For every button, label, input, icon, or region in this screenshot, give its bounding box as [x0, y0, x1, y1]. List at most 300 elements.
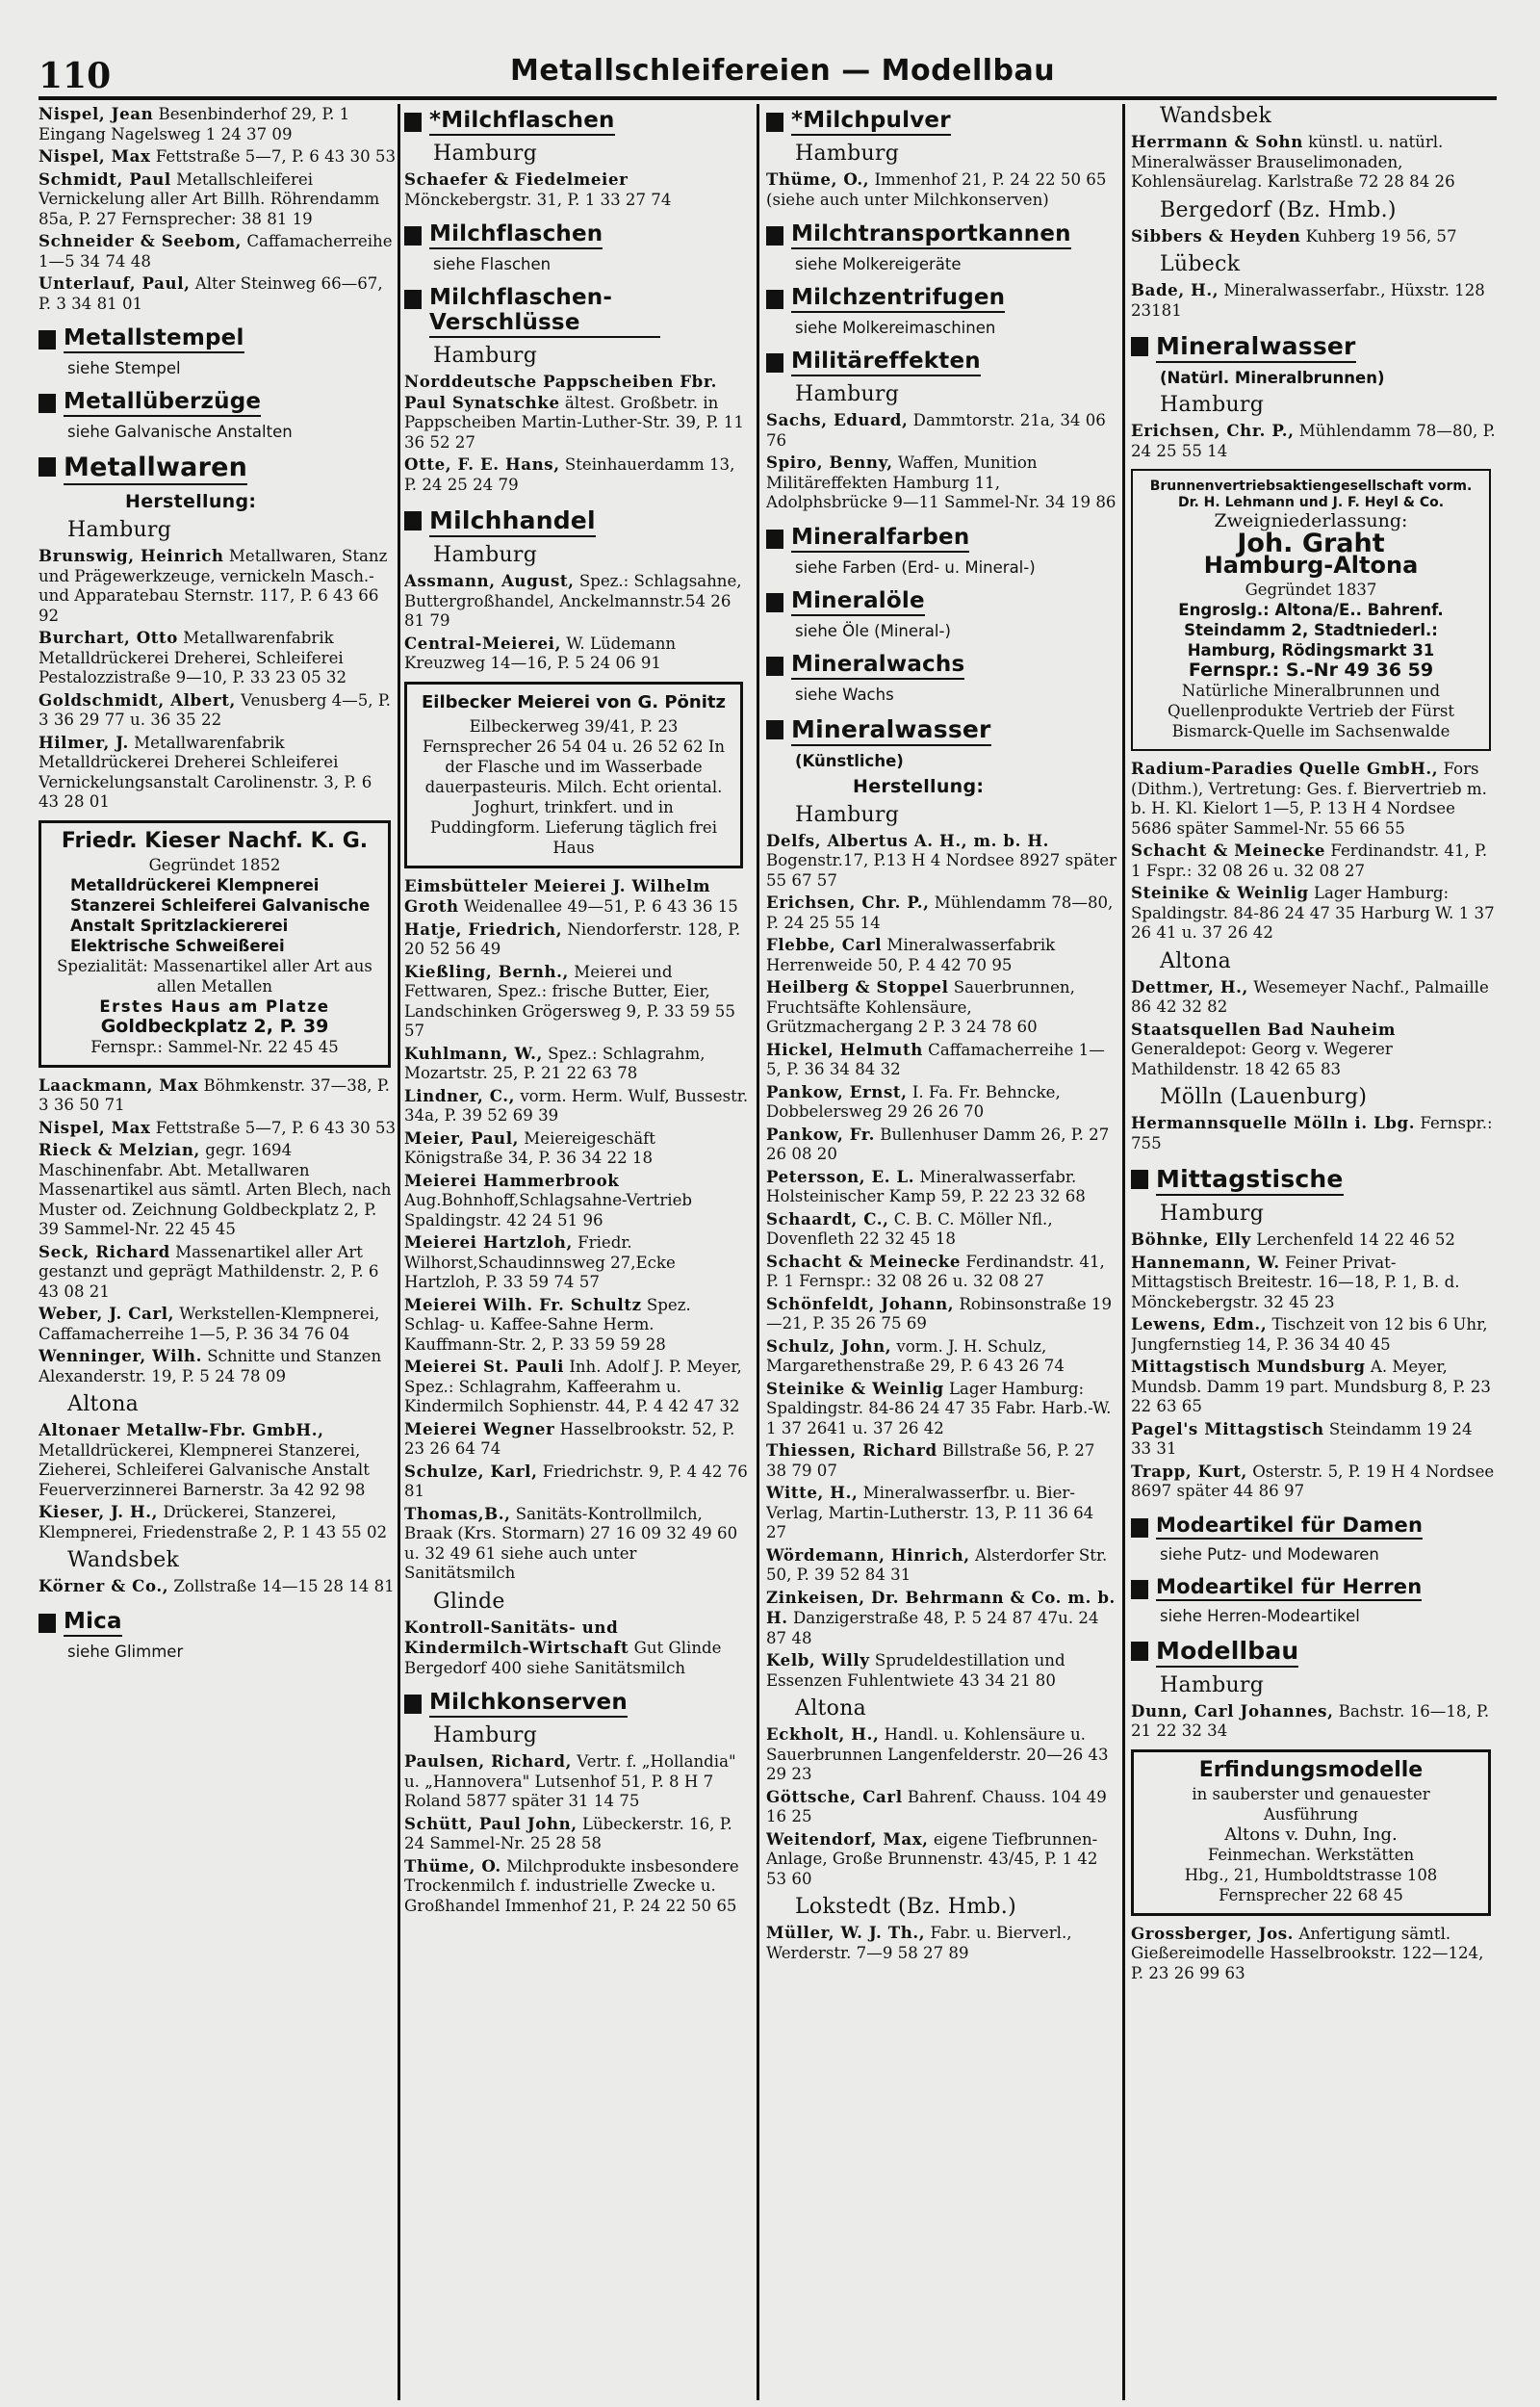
directory-entry — [38, 1304, 397, 1344]
cross-reference: siehe Flaschen — [433, 255, 552, 273]
directory-entry — [1131, 977, 1497, 1018]
entry-details: Mönckebergstr. 31, P. 1 33 27 74 — [404, 190, 672, 209]
advertisement-graht — [1131, 469, 1491, 751]
section-title: Metallwaren — [64, 453, 247, 485]
ad-specialty: Spezialität: Massenartikel aller Art aus allen Metallen — [57, 956, 372, 996]
directory-entry — [1131, 1924, 1497, 1984]
directory-entry — [766, 1040, 1118, 1080]
section-title: Milchtransportkannen — [791, 221, 1071, 249]
directory-entry — [766, 893, 1118, 933]
entry-details: Osterstr. 5, P. 19 H 4 Nordsee 8697 später 44 86 97 — [1131, 1462, 1495, 1500]
entry-details: Caffamacherreihe 1—5, P. 36 34 84 32 — [766, 1040, 1105, 1078]
ad-name: Altons v. Duhn, Ing. — [1224, 1824, 1398, 1845]
entry-name: Assmann, August, — [404, 571, 575, 590]
entry-name: Sachs, Eduard, — [766, 410, 909, 429]
entry-details: Drückerei, Stanzerei, Klempnerei, Friedenstraße 2, P. 1 43 55 02 — [38, 1503, 388, 1541]
entry-details: Venusberg 4—5, P. 3 36 29 77 u. 36 35 22 — [38, 690, 391, 729]
entry-name: Seck, Richard — [38, 1241, 170, 1261]
entry-name: Altonaer Metallw-Fbr. GmbH., — [38, 1420, 324, 1439]
cross-reference: siehe Stempel — [67, 359, 181, 377]
entry-name: Schneider & Seebom, — [38, 231, 243, 250]
directory-entry-list — [1131, 1113, 1497, 1153]
city-heading: Altona — [795, 1696, 867, 1721]
directory-entry — [1131, 1113, 1497, 1153]
entry-details: Lübeckerstr. 16, P. 24 Sammel-Nr. 25 28 58 — [404, 1814, 732, 1852]
entry-name: Eimsbütteler Meierei J. Wilhelm Groth — [404, 875, 711, 916]
directory-entry — [38, 733, 397, 813]
section-bullet-icon — [766, 720, 783, 739]
entry-details: Friedr. Wilhorst,Schaudinnsweg 27,Ecke Hartzloh, P. 33 59 74 57 — [404, 1233, 676, 1291]
section-bullet-icon — [766, 226, 783, 246]
section-bullet-icon — [1131, 1170, 1148, 1189]
directory-entry — [404, 634, 749, 674]
directory-entry — [404, 1232, 749, 1293]
section-milchflaschen-star — [404, 108, 749, 136]
entry-name: Pagel's Mittagstisch — [1131, 1418, 1324, 1438]
entry-name: Schacht & Meinecke — [766, 1251, 962, 1271]
directory-entry — [404, 372, 749, 453]
directory-entry — [38, 1346, 397, 1386]
section-bullet-icon — [404, 511, 422, 531]
directory-entry — [766, 1545, 1118, 1586]
entry-name: Dunn, Carl Johannes, — [1131, 1700, 1334, 1721]
section-metallstempel — [38, 325, 397, 353]
ad-founded: Gegründet 1852 — [148, 855, 281, 874]
cross-reference: siehe Molkereimaschinen — [795, 319, 996, 337]
directory-entry — [766, 1650, 1118, 1691]
directory-entry-list — [404, 1618, 749, 1679]
directory-entry — [404, 919, 749, 960]
city-heading: Glinde — [433, 1589, 505, 1614]
directory-entry — [1131, 1701, 1497, 1742]
city-heading: Hamburg — [795, 382, 900, 406]
column-3 — [766, 104, 1118, 2395]
ad-phone: Fernspr.: Sammel-Nr. 22 45 45 — [90, 1037, 339, 1056]
column-divider — [398, 104, 400, 2400]
directory-entry — [404, 1086, 749, 1126]
directory-entry — [404, 1856, 749, 1917]
directory-entry — [404, 1295, 749, 1356]
city-heading: Hamburg — [433, 543, 538, 567]
entry-details: Bahrenf. Chauss. 104 49 16 25 — [766, 1787, 1107, 1825]
entry-details: Spez.: Schlagrahm, Mozartstr. 25, P. 21 22 63 78 — [404, 1044, 706, 1082]
directory-entry — [404, 1357, 749, 1417]
directory-entry — [766, 453, 1118, 513]
section-metallueberzuege — [38, 389, 397, 417]
entry-details: Vertr. f. „Hollandia" u. „Hannovera" Lutsenhof 51, P. 8 H 7 Roland 5877 später 31 14 75 — [404, 1752, 736, 1810]
directory-entry — [1131, 132, 1497, 193]
entry-name: Unterlauf, Paul, — [38, 273, 191, 293]
directory-entry-list — [1131, 421, 1497, 461]
section-title: Mineralwasser — [791, 715, 991, 746]
entry-name: Meierei Hartzloh, — [404, 1232, 573, 1252]
entry-name: Herrmann & Sohn — [1131, 132, 1303, 151]
entry-name: Hilmer, J. — [38, 732, 129, 752]
entry-name: Wenninger, Wilh. — [38, 1346, 202, 1365]
entry-name: Hatje, Friedrich, — [404, 919, 563, 939]
entry-name: Meierei Hammerbrook — [404, 1170, 620, 1190]
entry-details: Mineralwasserfabr. Holsteinischer Kamp 59, P. 22 23 32 68 — [766, 1167, 1086, 1205]
entry-name: Dettmer, H., — [1131, 976, 1248, 996]
entry-name: Witte, H., — [766, 1483, 859, 1502]
entry-details: Metallwarenfabrik Metalldrückerei Dreherei, Schleiferei Pestalozzistraße 9—10, P. 33 23 05 32 — [38, 629, 347, 686]
directory-entry — [766, 1724, 1118, 1785]
directory-entry — [766, 831, 1118, 892]
entry-name: Delfs, Albertus A. H., m. b. H. — [766, 830, 1049, 850]
cross-reference: siehe Putz- und Modewaren — [1160, 1544, 1379, 1564]
directory-entry — [38, 146, 397, 168]
directory-entry — [38, 628, 397, 688]
entry-name: Heilberg & Stoppel — [766, 977, 949, 996]
directory-entry — [766, 1588, 1118, 1649]
section-title: Mineralfarben — [791, 525, 969, 553]
entry-details: Wesemeyer Nachf., Palmaille 86 42 32 82 — [1131, 977, 1489, 1016]
section-bullet-icon — [404, 1695, 422, 1714]
city-heading: Hamburg — [1160, 393, 1265, 417]
entry-name: Kieser, J. H., — [38, 1502, 159, 1521]
entry-details: vorm. Herm. Wulf, Bussestr. 34a, P. 39 52 69 39 — [404, 1086, 749, 1125]
entry-name: Goldschmidt, Albert, — [38, 689, 236, 710]
directory-entry-list — [766, 831, 1118, 1692]
entry-details: A. Meyer, Mundsb. Damm 19 part. Mundsburg 8, P. 23 22 63 65 — [1131, 1358, 1491, 1415]
entry-details: Fors (Dithm.), Vertretung: Ges. f. Biervertrieb m. b. H. Kl. Kielort 1—5, P. 13 H 4 Nordsee 5686 später Sammel-Nr. 55 66 55 — [1131, 760, 1487, 838]
section-qualifier: (Natürl. Mineralbrunnen) — [1160, 369, 1385, 387]
entry-name: Schmidt, Paul — [38, 168, 171, 189]
directory-entry — [404, 876, 749, 918]
section-mica — [38, 1609, 397, 1637]
entry-details: Mineralwasserfbr. u. Bier-Verlag, Martin-Lutherstr. 13, P. 11 36 64 27 — [766, 1484, 1094, 1541]
directory-entry — [766, 1125, 1118, 1165]
entry-name: Hermannsquelle Mölln i. Lbg. — [1131, 1113, 1416, 1132]
entry-details: Werkstellen-Klempnerei, Caffamacherreihe 1—5, P. 36 34 76 04 — [38, 1305, 380, 1343]
entry-name: Pankow, Ernst, — [766, 1081, 908, 1101]
directory-entry-list — [1131, 759, 1497, 944]
directory-entry — [404, 1462, 749, 1502]
directory-entry — [1131, 1229, 1497, 1251]
entry-name: Böhnke, Elly — [1131, 1229, 1251, 1249]
section-bullet-icon — [766, 593, 783, 612]
directory-entry — [1131, 280, 1497, 321]
directory-entry — [38, 1140, 397, 1240]
section-mineraloele — [766, 588, 1118, 616]
directory-entry — [38, 273, 397, 314]
entry-name: Schütt, Paul John, — [404, 1813, 578, 1833]
ad-address: Engroslg.: Altona/E.. Bahrenf. Steindamm 2, Stadtniederl.: Hamburg, Rödingsmarkt 31 — [1178, 601, 1444, 660]
section-title: Mineralwasser — [1156, 332, 1356, 363]
directory-entry — [38, 1242, 397, 1303]
section-title: Milchzentrifugen — [791, 285, 1005, 313]
section-qualifier: (Künstliche) — [795, 751, 904, 770]
entry-name: Radium-Paradies Quelle GmbH., — [1131, 759, 1439, 778]
directory-entry — [766, 1787, 1118, 1827]
entry-details: Fernspr.: 755 — [1131, 1114, 1493, 1152]
entry-details: Danzigerstraße 48, P. 5 24 87 47u. 24 87 48 — [766, 1609, 1099, 1647]
city-heading: Lübeck — [1160, 252, 1241, 276]
directory-entry — [1131, 1314, 1497, 1355]
entry-name: Schönfeldt, Johann, — [766, 1293, 955, 1313]
directory-entry — [766, 1294, 1118, 1334]
entry-name: Nispel, Max — [38, 1117, 151, 1137]
directory-entry — [766, 1923, 1118, 1963]
entry-details: Tischzeit von 12 bis 6 Uhr, Jungfernstieg 14, P. 36 34 40 45 — [1131, 1315, 1488, 1354]
entry-details: Spez. Schlag- u. Kaffee-Sahne Herm. Kauffmann-Str. 2, P. 33 59 59 28 — [404, 1295, 691, 1354]
city-heading: Hamburg — [433, 1723, 538, 1747]
directory-entry — [1131, 1020, 1497, 1080]
entry-name: Paulsen, Richard, — [404, 1751, 573, 1771]
ad-title: Joh. Graht — [1237, 529, 1385, 558]
entry-details: Sauerbrunnen, Fruchtsäfte Kohlensäure, Grützmachergang 2 P. 3 24 78 60 — [766, 978, 1075, 1036]
entry-details: Waffen, Munition Militäreffekten Hamburg 11, Adolphsbrücke 9—11 Sammel-Nr. 34 19 86 — [766, 453, 1116, 511]
entry-name: Kelb, Willy — [766, 1650, 870, 1669]
entry-details: Mineralwasserfabr., Hüxstr. 128 23181 — [1131, 281, 1485, 320]
entry-details: eigene Tiefbrunnen-Anlage, Große Brunnenstr. 43/45, P. 1 42 53 60 — [766, 1829, 1098, 1888]
entry-name: Erichsen, Chr. P., — [766, 893, 930, 912]
entry-details: Weidenallee 49—51, P. 6 43 36 15 — [464, 897, 738, 916]
subheading: Herstellung: — [853, 775, 985, 797]
page-number: 110 — [38, 56, 112, 96]
directory-entry — [404, 1751, 749, 1812]
entry-details: Handl. u. Kohlensäure u. Sauerbrunnen Langenfelderstr. 20—26 43 29 23 — [766, 1725, 1109, 1783]
section-modellbau — [1131, 1637, 1497, 1668]
directory-entry — [404, 1171, 749, 1231]
section-milchflaschen-verschluesse — [404, 285, 749, 338]
city-heading: Wandsbek — [67, 1548, 180, 1572]
ad-branch: Zweigniederlassung: — [1214, 510, 1408, 531]
entry-name: Sibbers & Heyden — [1131, 225, 1301, 246]
entry-details: Niendorferstr. 128, P. 20 52 56 49 — [404, 919, 741, 958]
city-heading: Hamburg — [433, 344, 538, 368]
entry-details: Fettstraße 5—7, P. 6 43 30 53 — [155, 147, 397, 166]
entry-name: Müller, W. J. Th., — [766, 1923, 926, 1942]
directory-entry-list — [404, 571, 749, 674]
section-bullet-icon — [404, 113, 422, 132]
entry-name: Petersson, E. L. — [766, 1166, 915, 1186]
directory-entry-list — [404, 372, 749, 495]
section-militaereffekten — [766, 349, 1118, 376]
entry-details: Immenhof 21, P. 24 22 50 65 (siehe auch unter Milchkonserven) — [766, 170, 1107, 209]
directory-entry — [766, 410, 1118, 451]
directory-entry — [38, 1502, 397, 1542]
city-heading: Mölln (Lauenburg) — [1160, 1085, 1368, 1109]
directory-entry-list — [38, 1420, 397, 1542]
entry-name: Kontroll-Sanitäts- und Kindermilch-Wirtschaft — [404, 1617, 629, 1657]
section-bullet-icon — [404, 290, 422, 309]
directory-entry-list — [1131, 1701, 1497, 1742]
entry-details: Steindamm 19 24 33 31 — [1131, 1419, 1473, 1458]
entry-name: Norddeutsche Pappscheiben Fbr. Paul Synatschke — [404, 372, 718, 412]
cross-reference: siehe Wachs — [795, 685, 894, 704]
entry-name: Steinike & Weinlig — [1131, 883, 1309, 902]
column-4 — [1131, 104, 1497, 2395]
entry-name: Thüme, O. — [404, 1855, 501, 1876]
entry-details: Generaldepot: Georg v. Wegerer Mathildenstr. 18 42 65 83 — [1131, 1040, 1393, 1078]
directory-entry — [766, 169, 1118, 210]
section-milchzentrifugen — [766, 285, 1118, 313]
entry-details: Spez.: Schlagsahne, Buttergroßhandel, Anckelmannstr.54 26 81 79 — [404, 572, 742, 630]
entry-details: Milchprodukte insbesondere Trockenmilch f. industrielle Zwecke u. Großhandel Immenhof 21, P. 24 22 50 65 — [404, 1856, 739, 1915]
section-mineralwasser-natuerlich — [1131, 332, 1497, 363]
entry-name: Rieck & Melzian, — [38, 1140, 200, 1159]
directory-entry-list — [1131, 132, 1497, 193]
entry-name: Eckholt, H., — [766, 1724, 880, 1744]
section-title: Milchkonserven — [429, 1690, 628, 1718]
entry-name: Spiro, Benny, — [766, 453, 893, 472]
directory-entry-list — [1131, 977, 1497, 1080]
directory-entry — [404, 571, 749, 632]
entry-name: Mittagstisch Mundsburg — [1131, 1357, 1366, 1376]
entry-details: Meierei und Fettwaren, Spez.: frische Butter, Eier, Landschinken Grögersweg 9, P. 33 59 55 57 — [404, 962, 735, 1040]
directory-entry-list — [1131, 226, 1497, 247]
directory-entry-list — [766, 169, 1118, 210]
section-bullet-icon — [766, 353, 783, 373]
city-heading: Lokstedt (Bz. Hmb.) — [795, 1895, 1016, 1919]
directory-entry — [1131, 841, 1497, 881]
section-bullet-icon — [766, 657, 783, 676]
city-heading: Hamburg — [67, 518, 172, 542]
entry-name: Lindner, C., — [404, 1085, 516, 1105]
section-bullet-icon — [38, 457, 56, 477]
directory-entry — [766, 1379, 1118, 1439]
directory-entry — [404, 1044, 749, 1084]
directory-entry-list — [404, 169, 749, 210]
directory-entry — [766, 1209, 1118, 1250]
entry-name: Schulz, John, — [766, 1335, 892, 1356]
entry-details: Anfertigung sämtl. Gießereimodelle Hasselbrookstr. 122—124, P. 23 26 99 63 — [1131, 1924, 1484, 1982]
section-milchhandel — [404, 506, 749, 537]
entry-name: Schacht & Meinecke — [1131, 841, 1326, 860]
entry-details: Alsterdorfer Str. 50, P. 39 52 84 31 — [766, 1545, 1108, 1584]
ad-address: Hbg., 21, Humboldtstrasse 108 Fernsprecher 22 68 45 — [1184, 1865, 1438, 1904]
section-title: Metallüberzüge — [64, 389, 261, 417]
entry-name: Meier, Paul, — [404, 1127, 520, 1148]
section-bullet-icon — [766, 530, 783, 549]
directory-entry — [766, 1483, 1118, 1543]
entry-name: Meierei Wilh. Fr. Schultz — [404, 1294, 642, 1314]
directory-entry — [38, 1075, 397, 1116]
directory-entry-list — [38, 104, 397, 314]
directory-entry — [38, 1576, 397, 1597]
city-heading: Bergedorf (Bz. Hmb.) — [1160, 197, 1397, 222]
entry-details: Lerchenfeld 14 22 46 52 — [1256, 1230, 1455, 1249]
entry-details: Lager Hamburg: Spaldingstr. 84-86 24 47 35 Fabr. Harb.-W. 1 37 2641 u. 37 26 42 — [766, 1379, 1112, 1437]
directory-entry — [38, 231, 397, 272]
header-rule — [38, 96, 1497, 100]
entry-details: Bogenstr.17, P.13 H 4 Nordsee 8927 später 55 67 57 — [766, 851, 1117, 890]
entry-details: Bachstr. 16—18, P. 21 22 32 34 — [1131, 1701, 1490, 1740]
entry-details: Aug.Bohnhoff,Schlagsahne-Vertrieb Spaldingstr. 42 24 51 96 — [404, 1191, 693, 1229]
ad-slogan: Erstes Haus am Platze — [99, 996, 330, 1016]
section-mineralwachs — [766, 652, 1118, 680]
entry-name: Bade, H., — [1131, 280, 1219, 299]
section-title: Milchhandel — [429, 506, 596, 537]
directory-entry — [1131, 1357, 1497, 1417]
ad-title: Friedr. Kieser Nachf. K. G. — [61, 828, 369, 853]
ad-address: Goldbeckplatz 2, P. 39 — [100, 1015, 329, 1037]
directory-entry — [1131, 421, 1497, 461]
running-title: Metallschleifereien — Modellbau — [510, 54, 1056, 88]
entry-details: Sanitäts-Kontrollmilch, Braak (Krs. Stormarn) 27 16 09 32 49 60 u. 32 49 61 siehe auch unter Sanitätsmilch — [404, 1504, 738, 1582]
entry-details: I. Fa. Fr. Behncke, Dobbelersweg 29 26 26 70 — [766, 1082, 1061, 1121]
section-bullet-icon — [38, 394, 56, 413]
advertisement-kieser — [38, 820, 391, 1068]
entry-details: W. Lüdemann Kreuzweg 14—16, P. 5 24 06 91 — [404, 634, 677, 672]
cross-reference: siehe Farben (Erd- u. Mineral-) — [795, 557, 1036, 577]
entry-name: Hickel, Helmuth — [766, 1039, 923, 1059]
section-mineralfarben — [766, 525, 1118, 553]
entry-details: gegr. 1694 Maschinenfabr. Abt. Metallwaren Massenartikel aus sämtl. Arten Blech, nach Muster od. Zeichnung Goldbeckplatz 2, P. 39 Sammel-Nr. 22 45 45 — [38, 1141, 392, 1238]
directory-entry — [766, 935, 1118, 975]
section-bullet-icon — [404, 226, 422, 246]
entry-details: Kuhberg 19 56, 57 — [1305, 226, 1457, 246]
column-1 — [38, 104, 397, 2395]
directory-entry — [766, 1829, 1118, 1890]
entry-name: Thiessen, Richard — [766, 1440, 937, 1460]
directory-entry — [1131, 1253, 1497, 1313]
directory-entry — [404, 1504, 749, 1584]
entry-details: Steinhauerdamm 13, P. 24 25 24 79 — [404, 455, 735, 494]
entry-details: Caffamacherreihe 1—5 34 74 48 — [38, 232, 393, 271]
entry-name: Wördemann, Hinrich, — [766, 1544, 970, 1565]
entry-details: Schnitte und Stanzen Alexanderstr. 19, P. 5 24 78 09 — [38, 1347, 382, 1385]
section-title: Mittagstische — [1156, 1165, 1344, 1196]
directory-entry-list — [766, 1724, 1118, 1889]
entry-name: Erichsen, Chr. P., — [1131, 421, 1295, 440]
section-milchkonserven — [404, 1690, 749, 1718]
entry-name: Meierei St. Pauli — [404, 1357, 565, 1376]
section-title: Modellbau — [1156, 1637, 1298, 1668]
entry-name: Kießling, Bernh., — [404, 961, 569, 981]
section-bullet-icon — [1131, 1580, 1148, 1599]
entry-details: Alter Steinweg 66—67, P. 3 34 81 01 — [38, 274, 383, 313]
directory-entry — [38, 169, 397, 230]
directory-entry-list — [38, 546, 397, 813]
entry-name: Weber, J. Carl, — [38, 1304, 174, 1323]
directory-entry — [404, 1814, 749, 1854]
section-title: Milchflaschen-Verschlüsse — [429, 285, 660, 338]
entry-name: Kuhlmann, W., — [404, 1043, 543, 1063]
section-milchtransportkannen — [766, 221, 1118, 249]
directory-entry-list — [404, 1751, 749, 1916]
entry-details: vorm. J. H. Schulz, Margarethenstraße 29, P. 6 43 26 74 — [766, 1336, 1065, 1375]
city-heading: Altona — [1160, 948, 1232, 973]
entry-details: Metallschleiferei Vernickelung aller Art Billh. Röhrendamm 85a, P. 27 Fernsprecher: 38 81 19 — [38, 169, 380, 228]
directory-entry — [38, 1420, 397, 1500]
entry-details: Metallwaren, Stanz und Prägewerkzeuge, vernickeln Masch.- und Apparatebau Sternstr. 117, P. 6 43 66 92 — [38, 547, 388, 625]
directory-entry — [38, 546, 397, 626]
entry-name: Göttsche, Carl — [766, 1786, 903, 1806]
directory-entry — [766, 1440, 1118, 1481]
directory-entry — [766, 1082, 1118, 1123]
ad-company: Brunnenvertriebsaktiengesellschaft vorm. Dr. H. Lehmann und J. F. Heyl & Co. — [1149, 479, 1473, 510]
entry-name: Laackmann, Max — [38, 1074, 199, 1095]
entry-details: Besenbinderhof 29, P. 1 Eingang Nagelsweg 1 24 37 09 — [38, 105, 350, 143]
city-heading: Hamburg — [795, 802, 900, 827]
city-heading: Altona — [67, 1392, 140, 1416]
entry-details: ältest. Großbetr. in Pappscheiben Martin-Luther-Str. 39, P. 11 36 52 27 — [404, 393, 744, 452]
ad-title: Erfindungsmodelle — [1198, 1757, 1424, 1782]
entry-name: Lewens, Edm., — [1131, 1314, 1268, 1333]
entry-details: Metallwarenfabrik Metalldrückerei Dreherei Schleiferei Vernickelungsanstalt Carolinenstr. 3, P. 6 43 28 01 — [38, 733, 372, 811]
subheading: Herstellung: — [125, 491, 257, 512]
section-title: Modeartikel für Herren — [1156, 1575, 1422, 1601]
section-metallwaren — [38, 453, 397, 485]
entry-details: Böhmkenstr. 37—38, P. 3 36 50 71 — [38, 1075, 390, 1114]
section-title: *Milchflaschen — [429, 108, 615, 136]
entry-details: Feiner Privat-Mittagstisch Breitestr. 16—18, P. 1, B. d. Mönckebergstr. 32 45 23 — [1131, 1253, 1460, 1311]
entry-details: Gut Glinde Bergedorf 400 siehe Sanitätsmilch — [404, 1639, 722, 1677]
cross-reference: siehe Glimmer — [67, 1642, 184, 1661]
directory-entry — [1131, 1419, 1497, 1460]
